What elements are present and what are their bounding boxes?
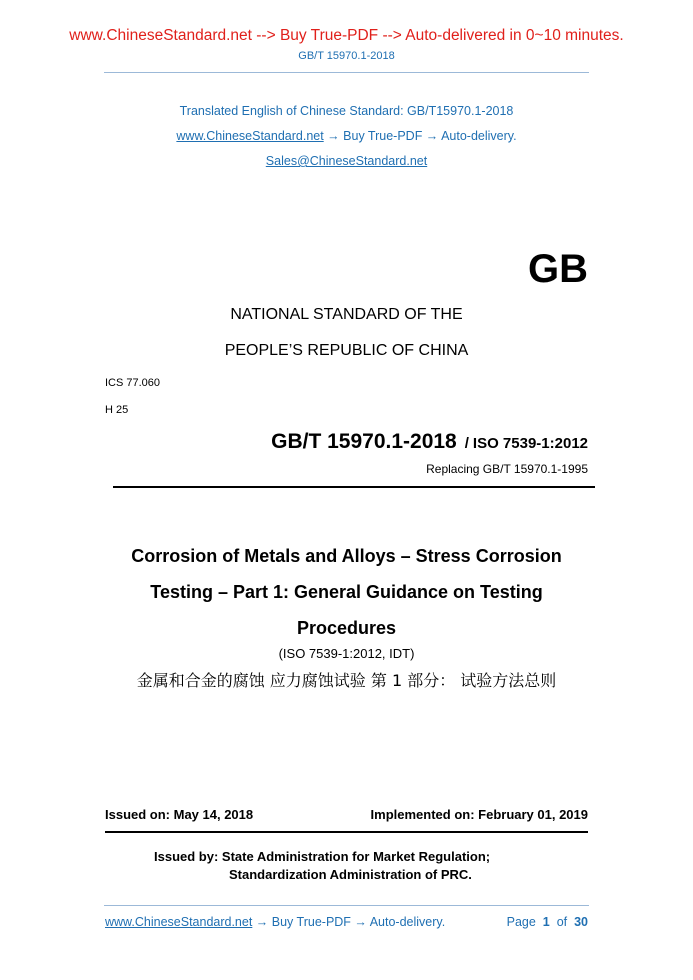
page-indicator <box>440 915 588 929</box>
ics-code: ICS 77.060 <box>105 377 161 389</box>
top-banner[interactable]: www.ChineseStandard.net --> Buy True-PDF --> Auto-delivered in 0~10 minutes. <box>69 27 624 44</box>
issuer-line-1: Issued by: State Administration for Market Regulation; <box>154 849 491 864</box>
issuer-line-2: Standardization Administration of PRC. <box>229 867 472 882</box>
page-label: Page <box>506 915 536 929</box>
dates-divider <box>105 831 588 833</box>
footer-site-link[interactable]: www.ChineseStandard.net <box>105 915 253 929</box>
national-standard-line1: NATIONAL STANDARD OF THE <box>230 306 463 323</box>
page-of-label: of <box>556 915 568 929</box>
footer-divider <box>104 905 589 906</box>
translation-note: Translated English of Chinese Standard: GB/T15970.1-2018 <box>179 104 514 118</box>
footer-site-suffix: → Buy True-PDF → Auto-delivery. <box>252 915 446 929</box>
iso-equivalence: (ISO 7539-1:2012, IDT) <box>278 646 415 661</box>
replacing-note: Replacing GB/T 15970.1-1995 <box>426 462 588 476</box>
chinese-title: 金属和合金的腐蚀 应力腐蚀试验 第 1 部分： 试验方法总则 <box>136 671 557 690</box>
national-standard-line2: PEOPLE’S REPUBLIC OF CHINA <box>224 342 469 359</box>
title-divider <box>113 486 595 488</box>
footer-site-line <box>105 915 445 929</box>
title-line-1: Corrosion of Metals and Alloys – Stress Corrosion <box>131 546 562 566</box>
title-line-2: Testing – Part 1: General Guidance on Testing <box>150 582 543 602</box>
standard-number <box>105 430 588 454</box>
page-number: 1 <box>542 915 550 929</box>
page-total: 30 <box>574 915 588 929</box>
header-divider <box>104 72 589 73</box>
issued-date: Issued on: May 14, 2018 <box>105 807 254 822</box>
site-link[interactable]: www.ChineseStandard.net <box>176 129 324 143</box>
gb-mark: GB <box>528 247 588 291</box>
implemented-date: Implemented on: February 01, 2019 <box>370 807 588 822</box>
translation-site-line <box>0 129 693 143</box>
iso-number: ISO 7539-1:2012 <box>472 435 588 452</box>
number-separator: / <box>464 435 469 452</box>
classification-code: H 25 <box>105 404 129 416</box>
sales-email-line <box>0 154 693 168</box>
gbt-number: GB/T 15970.1-2018 <box>271 430 457 453</box>
site-link-suffix: → Buy True-PDF → Auto-delivery. <box>323 129 517 143</box>
title-line-3: Procedures <box>296 618 397 638</box>
document-title <box>0 538 693 646</box>
sales-email-link[interactable]: Sales@ChineseStandard.net <box>265 154 428 168</box>
header-doc-code: GB/T 15970.1-2018 <box>298 50 395 62</box>
